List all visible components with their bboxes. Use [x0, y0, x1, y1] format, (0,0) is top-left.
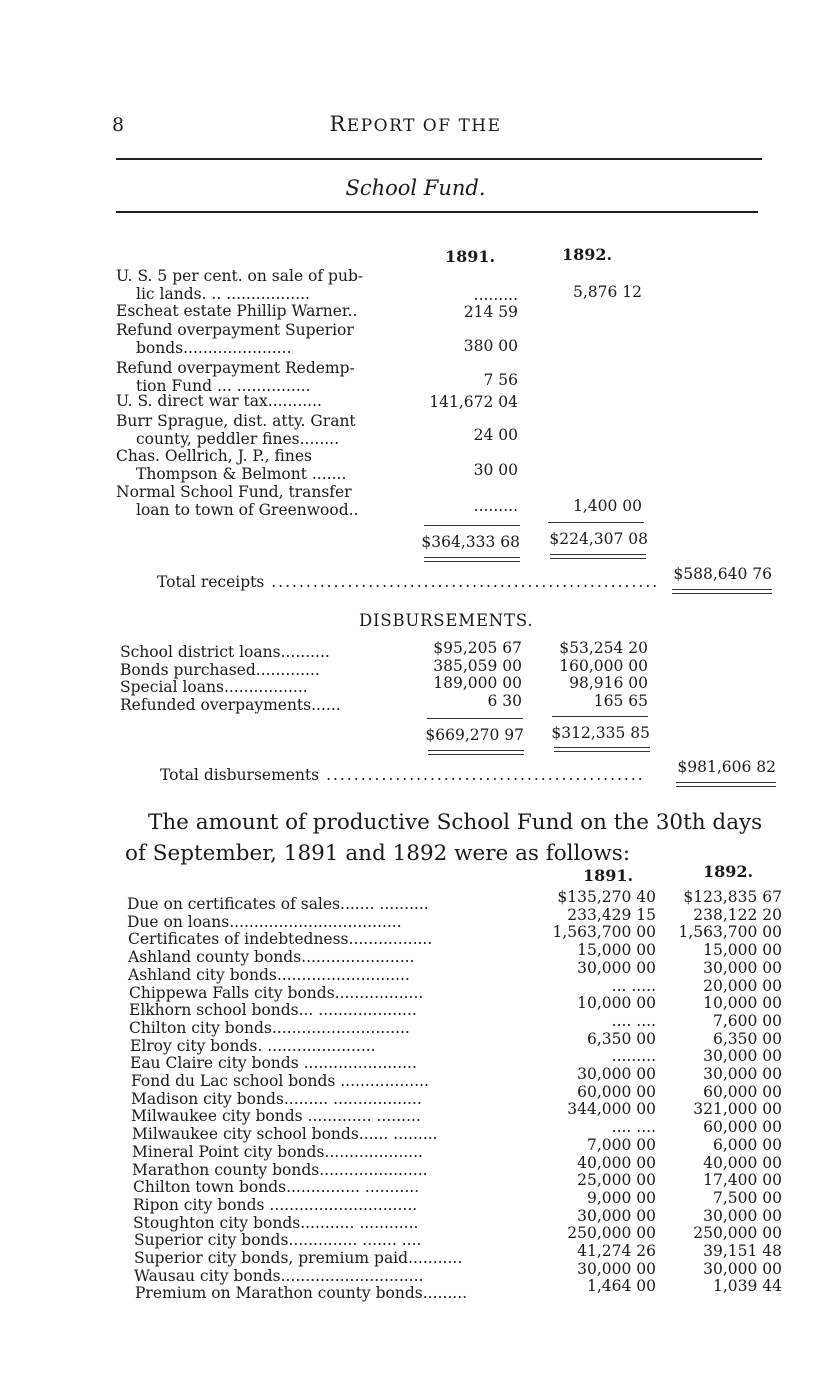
receipts-rule-1891 — [424, 525, 520, 526]
total-receipts-label: Total receipts ........................................................ — [157, 573, 660, 591]
receipt-row-label — [116, 303, 357, 321]
receipt-row-1891: 214 59 — [463, 303, 518, 321]
fund-row-label: Stoughton city bonds........... ............ — [133, 1214, 419, 1232]
fund-row-1891: .... .... — [611, 1012, 656, 1030]
fund-row-1892: $123,835 67 — [683, 888, 782, 906]
productive-year-1892: 1892. — [703, 862, 754, 881]
receipt-row-1891: 30 00 — [473, 461, 518, 479]
fund-row-label: Mineral Point city bonds.................... — [132, 1143, 423, 1161]
fund-row-1892: 1,563,700 00 — [678, 923, 782, 941]
receipt-row-label — [116, 268, 363, 303]
fund-row-1891: .... .... — [611, 1118, 656, 1136]
receipt-row-line: Thompson & Belmont ....... — [136, 464, 347, 483]
disbursements-heading: DISBURSEMENTS. — [359, 611, 534, 630]
fund-row-1892: 20,000 00 — [703, 977, 782, 995]
receipts-year-1891: 1891. — [445, 247, 496, 266]
fund-row-1892: 30,000 00 — [703, 1047, 782, 1065]
fund-row-1892: 238,122 20 — [693, 906, 782, 924]
disb-rule-1891 — [427, 718, 523, 719]
receipt-row-line: Refund overpayment Redemp- — [116, 359, 355, 377]
total-receipts-double-rule — [672, 589, 772, 594]
disb-subtotal-1891: $669,270 97 — [425, 726, 524, 744]
productive-para-line-1: The amount of productive School Fund on the 30th days — [148, 810, 763, 835]
receipt-row-line: loan to town of Greenwood.. — [136, 500, 359, 519]
fund-row-1892: 6,350 00 — [712, 1030, 782, 1048]
fund-row-1892: 60,000 00 — [703, 1118, 782, 1136]
receipt-row-1891: ......... — [473, 286, 518, 304]
fund-row-1891: 25,000 00 — [577, 1171, 656, 1189]
receipt-row-label — [116, 413, 356, 448]
fund-row-1891: 30,000 00 — [577, 959, 656, 977]
receipts-subtotal-1891: $364,333 68 — [421, 533, 520, 551]
receipt-row-line: lic lands. .. ................. — [136, 284, 310, 303]
fund-row-label: Due on loans................................... — [127, 913, 402, 931]
section-title: School Fund. — [345, 176, 486, 200]
fund-row-1891: ... ..... — [611, 977, 656, 995]
fund-row-1892: 30,000 00 — [703, 959, 782, 977]
receipt-row-line: U. S. direct war tax........... — [116, 392, 322, 410]
fund-row-1892: 30,000 00 — [703, 1260, 782, 1278]
fund-row-1891: 30,000 00 — [577, 1065, 656, 1083]
receipt-row-line: U. S. 5 per cent. on sale of pub- — [116, 267, 364, 285]
fund-row-1892: 15,000 00 — [703, 941, 782, 959]
fund-row-1891: 6,350 00 — [586, 1030, 656, 1048]
disbursement-row-1891: 189,000 00 — [433, 674, 522, 692]
fund-row-1892: 1,039 44 — [712, 1277, 782, 1295]
disbursement-row-1892: 160,000 00 — [559, 657, 648, 675]
fund-row-label: Milwaukee city school bonds...... ......... — [132, 1125, 438, 1143]
fund-row-label: Superior city bonds, premium paid........... — [134, 1249, 463, 1267]
fund-row-label: Elkhorn school bonds... .................... — [129, 1001, 417, 1019]
page-number: 8 — [112, 114, 125, 136]
fund-row-label: Elroy city bonds. ...................... — [130, 1037, 376, 1055]
total-disbursements-label: Total disbursements .............................................. — [160, 766, 645, 784]
fund-row-label: Madison city bonds......... .................. — [131, 1090, 422, 1108]
receipt-row-1891: 141,672 04 — [429, 393, 518, 411]
productive-para-line-2: of September, 1891 and 1892 were as follows: — [125, 841, 631, 866]
receipt-row-1891: 7 56 — [483, 371, 518, 389]
total-receipts-text: Total receipts — [157, 573, 265, 591]
receipt-row-line: Escheat estate Phillip Warner.. — [116, 302, 358, 320]
receipts-double-rule-1892 — [550, 554, 646, 559]
fund-row-label: Ashland county bonds....................... — [128, 948, 415, 966]
disbursement-row-1892: 98,916 00 — [569, 674, 648, 692]
fund-row-label: Milwaukee city bonds ............. ......... — [131, 1107, 421, 1125]
fund-row-1891: 10,000 00 — [577, 994, 656, 1012]
fund-row-1891: 1,563,700 00 — [552, 923, 656, 941]
header-initial: R — [329, 112, 347, 136]
running-header — [0, 112, 831, 136]
fund-row-1892: 321,000 00 — [693, 1100, 782, 1118]
fund-row-label: Wausau city bonds............................. — [134, 1267, 424, 1285]
fund-row-label: Premium on Marathon county bonds......... — [135, 1284, 468, 1302]
receipt-row-1892: 5,876 12 — [572, 283, 642, 301]
receipt-row-1891: 380 00 — [463, 337, 518, 355]
receipts-double-rule-1891 — [424, 557, 520, 562]
disbursement-row-1891: 6 30 — [487, 692, 522, 710]
receipt-row-line: Chas. Oellrich, J. P., fines — [116, 447, 312, 465]
productive-year-1891: 1891. — [583, 866, 634, 885]
fund-row-1892: 39,151 48 — [703, 1242, 782, 1260]
header-rule-top — [116, 158, 762, 160]
fund-row-label: Chilton city bonds............................ — [129, 1019, 410, 1037]
fund-row-1891: 233,429 15 — [567, 906, 656, 924]
fund-row-1892: 6,000 00 — [712, 1136, 782, 1154]
disbursement-row-label: Bonds purchased............. — [120, 661, 320, 679]
fund-row-1891: 60,000 00 — [577, 1083, 656, 1101]
receipt-row-line: Burr Sprague, dist. atty. Grant — [116, 412, 356, 430]
fund-row-1891: 40,000 00 — [577, 1154, 656, 1172]
fund-row-label: Chilton town bonds............... ........... — [133, 1178, 420, 1196]
fund-row-1891: 7,000 00 — [586, 1136, 656, 1154]
receipts-rule-1892 — [548, 522, 644, 523]
header-text: EPORT OF THE — [346, 116, 502, 136]
disb-rule-1892 — [552, 716, 648, 717]
total-disbursements-double-rule — [676, 782, 776, 787]
disbursement-row-1892: $53,254 20 — [559, 639, 648, 657]
fund-row-1892: 7,600 00 — [712, 1012, 782, 1030]
fund-row-label: Superior city bonds.............. ....... .... — [134, 1231, 422, 1249]
disbursement-row-1891: 385,059 00 — [433, 657, 522, 675]
header-rule-bottom — [116, 211, 758, 213]
fund-row-1891: 15,000 00 — [577, 941, 656, 959]
disb-subtotal-1892: $312,335 85 — [551, 724, 650, 742]
fund-row-1891: 41,274 26 — [577, 1242, 656, 1260]
fund-row-1892: 250,000 00 — [693, 1224, 782, 1242]
receipt-row-label — [116, 393, 322, 411]
fund-row-1892: 30,000 00 — [703, 1207, 782, 1225]
disbursement-row-1891: $95,205 67 — [433, 639, 522, 657]
receipt-row-line: Refund overpayment Superior — [116, 321, 354, 339]
disbursement-row-label: Special loans................. — [120, 678, 308, 696]
total-disbursements-text: Total disbursements — [160, 766, 320, 784]
total-receipts-value: $588,640 76 — [673, 565, 772, 583]
disbursement-row-label: Refunded overpayments...... — [120, 696, 341, 714]
receipt-row-line: Normal School Fund, transfer — [116, 483, 352, 501]
receipt-row-line: county, peddler fines........ — [136, 429, 340, 448]
fund-row-1892: 10,000 00 — [703, 994, 782, 1012]
receipt-row-label — [116, 322, 354, 357]
fund-row-label: Chippewa Falls city bonds.................. — [129, 984, 424, 1002]
receipt-row-line: bonds...................... — [136, 338, 292, 357]
fund-row-1892: 40,000 00 — [703, 1154, 782, 1172]
total-disbursements-value: $981,606 82 — [677, 758, 776, 776]
fund-row-label: Ripon city bonds .............................. — [133, 1196, 418, 1214]
receipt-row-label — [116, 448, 346, 483]
fund-row-label: Ashland city bonds........................... — [128, 966, 410, 984]
fund-row-label: Eau Claire city bonds ....................... — [130, 1054, 417, 1072]
fund-row-1891: 1,464 00 — [586, 1277, 656, 1295]
fund-row-1891: 250,000 00 — [567, 1224, 656, 1242]
receipt-row-line: tion Fund ... ............... — [136, 376, 311, 395]
fund-row-label: Marathon county bonds...................... — [132, 1161, 428, 1179]
fund-row-1892: 17,400 00 — [703, 1171, 782, 1189]
fund-row-1892: 30,000 00 — [703, 1065, 782, 1083]
fund-row-1891: 344,000 00 — [567, 1100, 656, 1118]
receipt-row-label — [116, 360, 355, 395]
receipts-subtotal-1892: $224,307 08 — [549, 530, 648, 548]
receipt-row-label — [116, 484, 359, 519]
disb-double-rule-1892 — [554, 747, 650, 752]
receipt-row-1891: ......... — [473, 497, 518, 515]
fund-row-label: Fond du Lac school bonds .................. — [131, 1072, 429, 1090]
disbursement-row-label: School district loans.......... — [120, 643, 330, 661]
disb-double-rule-1891 — [428, 750, 524, 755]
fund-row-1891: 30,000 00 — [577, 1207, 656, 1225]
fund-row-label: Certificates of indebtedness................. — [128, 930, 433, 948]
fund-row-1892: 7,500 00 — [712, 1189, 782, 1207]
receipt-row-1892: 1,400 00 — [572, 497, 642, 515]
fund-row-1891: $135,270 40 — [557, 888, 656, 906]
fund-row-1891: ......... — [611, 1047, 656, 1065]
fund-row-1892: 60,000 00 — [703, 1083, 782, 1101]
disbursement-row-1892: 165 65 — [593, 692, 648, 710]
receipts-year-1892: 1892. — [562, 245, 613, 264]
fund-row-1891: 30,000 00 — [577, 1260, 656, 1278]
fund-row-1891: 9,000 00 — [586, 1189, 656, 1207]
receipt-row-1891: 24 00 — [473, 426, 518, 444]
fund-row-label: Due on certificates of sales....... .......... — [127, 895, 429, 913]
